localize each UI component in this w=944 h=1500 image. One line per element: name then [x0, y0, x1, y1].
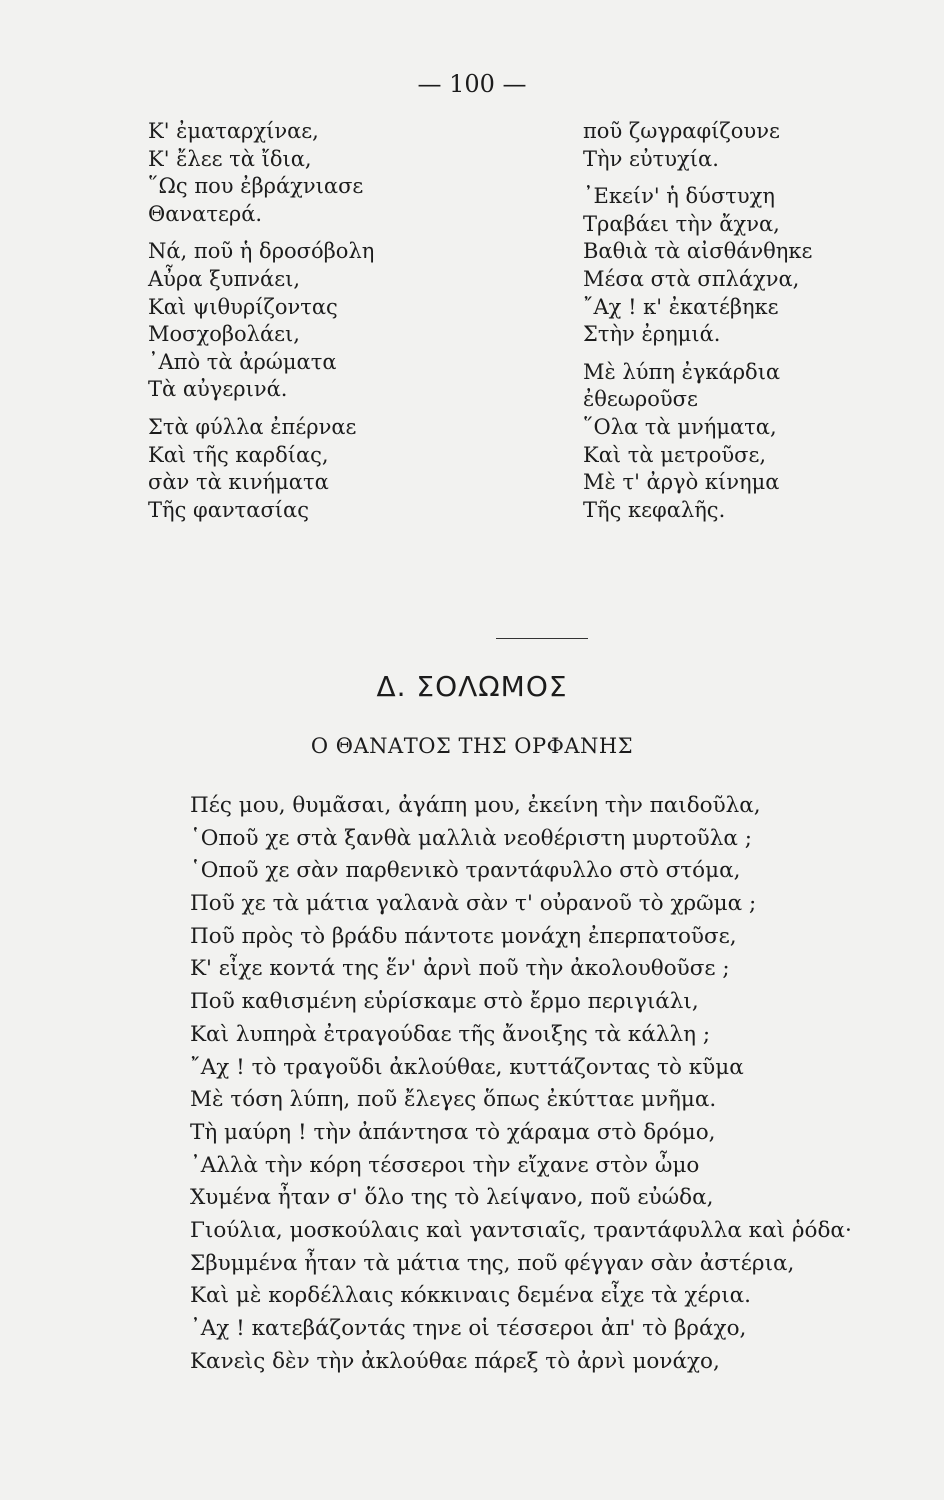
stanza-gap [583, 349, 812, 359]
verse-line: Καὶ τὰ μετροῦσε, [583, 442, 767, 467]
poem-line: Κανεὶς δὲν τὴν ἀκλούθαε πάρεξ τὸ ἀρνὶ μονάχο, [190, 1348, 720, 1374]
right-verse-column [583, 118, 812, 524]
page-number: — 100 — [417, 70, 527, 98]
verse-line: Καὶ ψιθυρίζοντας [148, 294, 338, 319]
author-heading: Δ. ΣΟΛΩΜΟΣ [376, 670, 568, 703]
poem-line: ᾿Αχ ! κατεβάζοντάς τηνε οἱ τέσσεροι ἀπ' τὸ βράχο, [190, 1316, 747, 1341]
poem-line: Τὴ μαύρη ! τὴν ἀπάντησα τὸ χάραμα στὸ δρόμο, [190, 1119, 716, 1145]
poem-line: Σβυμμένα ἦταν τὰ μάτια της, ποῦ φέγγαν σὰν ἀστέρια, [190, 1250, 795, 1276]
left-verse-column [148, 118, 374, 524]
verse-line: Αὖρα ξυπνάει, [148, 266, 301, 291]
verse-line: ῎Αχ ! κ' ἐκατέβηκε [583, 294, 779, 319]
verse-line: Στὴν ἐρημιά. [583, 322, 721, 347]
poem-title: Ο ΘΑΝΑΤΟΣ ΤΗΣ ΟΡΦΑΝΗΣ [310, 734, 634, 758]
verse-line: Τραβάει τὴν ἄχνα, [583, 211, 780, 236]
stanza-gap [148, 404, 374, 414]
poem-line: ῎Αχ ! τὸ τραγοῦδι ἀκλούθαε, κυττάζοντας τὸ κῦμα [190, 1054, 744, 1080]
verse-line: Θανατερά. [148, 201, 263, 226]
section-divider [496, 638, 588, 639]
poem-line: Ποῦ χε τὰ μάτια γαλανὰ σὰν τ' οὐρανοῦ τὸ χρῶμα ; [190, 891, 757, 917]
poem-line: Γιούλια, μοσκούλαις καὶ γαντσιαῖς, τραντάφυλλα καὶ ῥόδα· [190, 1217, 852, 1243]
verse-line: ποῦ ζωγραφίζουνε [583, 119, 780, 143]
poem-line: ᾿Αλλὰ τὴν κόρη τέσσεροι τὴν εἴχανε στὸν ὦμο [190, 1152, 700, 1178]
poem-line: ῾Οποῦ χε σὰν παρθενικὸ τραντάφυλλο στὸ στόμα, [190, 858, 741, 884]
verse-line: Στὰ φύλλα ἐπέρναε [148, 414, 357, 439]
verse-line: Μέσα στὰ σπλάχνα, [583, 266, 800, 291]
verse-line: ᾿Απὸ τὰ ἀρώματα [148, 349, 337, 374]
stanza-gap [148, 228, 374, 238]
poem-line: Μὲ τόση λύπη, ποῦ ἔλεγες ὅπως ἐκύτταε μνῆμα. [190, 1087, 717, 1113]
verse-line: Βαθιὰ τὰ αἰσθάνθηκε [583, 239, 813, 264]
verse-line: ῞Ολα τὰ μνήματα, [583, 414, 777, 439]
poem-line: Καὶ λυπηρὰ ἐτραγούδαε τῆς ἄνοιξης τὰ κάλλη ; [190, 1021, 711, 1047]
verse-line: Κ' ἐματαρχίναε, [148, 119, 319, 143]
poem-body [190, 790, 852, 1378]
verse-line: ᾿Εκείν' ἡ δύστυχη [583, 184, 775, 209]
poem-line: ῾Οποῦ χε στὰ ξανθὰ μαλλιὰ νεοθέριστη μυρτοῦλα ; [190, 825, 752, 851]
verse-line: Μὲ λύπη ἐγκάρδια [583, 359, 781, 384]
verse-line: ἐθεωροῦσε [583, 387, 698, 412]
verse-line: Κ' ἔλεε τὰ ἴδια, [148, 146, 312, 171]
stanza-gap [583, 173, 812, 183]
verse-line: Τῆς κεφαλῆς. [583, 497, 726, 522]
verse-line: Μοσχοβολάει, [148, 322, 300, 347]
verse-line: Τὰ αὐγερινά. [148, 377, 288, 402]
verse-line: Καὶ τῆς καρδίας, [148, 442, 329, 467]
verse-line: Νά, ποῦ ἡ δροσόβολη [148, 239, 375, 264]
poem-line: Καὶ μὲ κορδέλλαις κόκκιναις δεμένα εἶχε τὰ χέρια. [190, 1283, 751, 1309]
verse-line: σὰν τὰ κινήματα [148, 470, 329, 495]
poem-line: Κ' εἶχε κοντά της ἕν' ἀρνὶ ποῦ τὴν ἀκολουθοῦσε ; [190, 956, 730, 982]
poem-line: Ποῦ πρὸς τὸ βράδυ πάντοτε μονάχη ἐπερπατοῦσε, [190, 923, 737, 949]
poem-line: Πές μου, θυμᾶσαι, ἀγάπη μου, ἐκείνη τὴν παιδοῦλα, [190, 793, 761, 818]
verse-line: ῞Ως που ἐβράχνιασε [148, 174, 364, 199]
verse-line: Τῆς φαντασίας [148, 497, 309, 522]
verse-line: Τὴν εὐτυχία. [583, 146, 719, 171]
poem-line: Χυμένα ἦταν σ' ὅλο της τὸ λείψανο, ποῦ εὐώδα, [190, 1185, 714, 1211]
verse-line: Μὲ τ' ἀργὸ κίνημα [583, 470, 780, 495]
poem-line: Ποῦ καθισμένη εὑρίσκαμε στὸ ἔρμο περιγιάλι, [190, 989, 699, 1015]
